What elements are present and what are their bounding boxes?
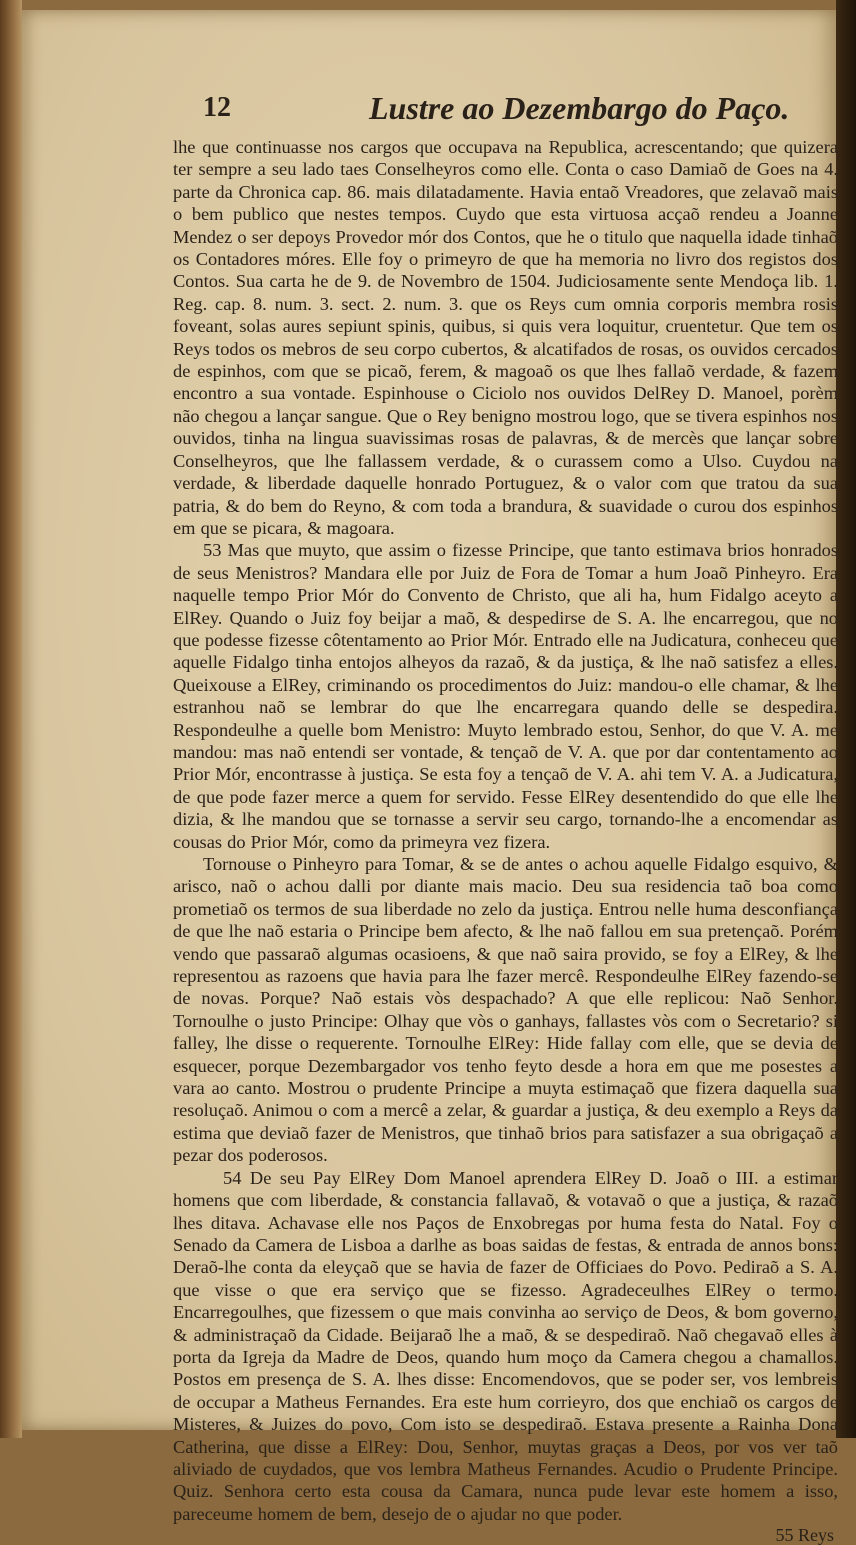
- paragraph-2: 53 Mas que muyto, que assim o fizesse Principe, que tanto estimava brios honrados de seus Menistros? Mandara elle por Juiz de Fora de Tomar a hum Joaõ Pinheyro. Era naquelle tempo Prior Mór do Convento de Christo, que ali ha, hum Fidalgo aceyto a ElRey. Quando o Juiz foy beijar a maõ, & despedirse de S. A. lhe encarregou, que no que podesse fizesse côtentamento ao Prior Mór. Entrado elle na Judicatura, conheceu que aquelle Fidalgo tinha entojos alheyos da razaõ, & da justiça, & lhe naõ satisfez a elles. Queixouse a ElRey, criminando os procedimentos do Juiz: mandou-o elle chamar, & lhe estranhou naõ se lembrar do que lhe encarregara quando delle se despedira. Respondeulhe a quelle bom Menistro: Muyto lembrado estou, Senhor, do que V. A. me mandou: mas naõ entendi ser vontade, & tençaõ de V. A. que por dar contentamento ao Prior Mór, encontrasse à justiça. Se esta foy a tençaõ de V. A. ahi tem V. A. a Judicatura, de que pode fazer merce a quem for servido. Fesse ElRey desentendido do que elle lhe dizia, & lhe mandou que se tornasse a servir seu cargo, tornando-lhe a encomendar as cousas do Prior Mór, como da primeyra vez fizera.: [173, 540, 838, 852]
- page-number: 12: [203, 92, 231, 123]
- paragraph-1: lhe que continuasse nos cargos que occupava na Republica, acrescentando; que quizera ter sempre a seu lado taes Conselheyros como elle. Conta o caso Damiaõ de Goes na 4. parte da Chronica cap. 86. mais dilatadamente. Havia entaõ Vreadores, que zelavaõ mais o bem publico que nestes tempos. Cuydo que esta virtuosa acçaõ rendeu a Joanne Mendez o ser depoys Provedor mór dos Contos, que he o titulo que naquella idade tinhaõ os Contadores móres. Elle foy o primeyro de que ha memoria no livro dos registos dos Contos. Sua carta he de 9. de Novembro de 1504. Judiciosamente sente Mendoça lib. 1. Reg. cap. 8. num. 3. sect. 2. num. 3. que os Reys cum omnia corporis membra rosis foveant, solas aures sepiunt spinis, quibus, si quis vera loquitur, cruentetur. Que tem os Reys todos os mebros de seu corpo cubertos, & alcatifados de rosas, os ouvidos cercados de espinhos, com que se picaõ, ferem, & magoaõ os que lhes fallaõ verdade, & fazem encontro a sua vontade. Espinhouse o Ciciolo nos ouvidos DelRey D. Manoel, porèm não chegou a lançar sangue. Que o Rey benigno mostrou logo, que se tivera espinhos nos ouvidos, tinha na lingua suavissimas rosas de palavras, & de mercès que lançar sobre Conselheyros, que lhe fallassem verdade, & o curassem como a Ulso. Cuydou na verdade, & liberdade daquelle honrado Portuguez, & o valor com que tratou da sua patria, & do bem do Reyno, & com toda a brandura, & suavidade o curou dos espinhos em que se picara, & magoara.: [173, 137, 838, 538]
- running-head: Lustre ao Dezembargo do Paço.: [369, 90, 790, 126]
- book-binding: [0, 0, 22, 1438]
- paragraph-3: Tornouse o Pinheyro para Tomar, & se de antes o achou aquelle Fidalgo esquivo, & arisco, naõ o achou dalli por diante mais macio. Deu sua residencia taõ boa como prometiaõ os termos de sua liberdade no zelo da justiça. Entrou nelle huma desconfiança de que lhe naõ estaria o Principe bem afecto, & lhe naõ fallou em sua pretençaõ. Porém vendo que passaraõ algumas ocasioens, & que naõ saira provido, se foy a ElRey, & lhe representou as razoens que havia para lhe fazer mercê. Respondeulhe ElRey fazendo-se de novas. Porque? Naõ estais vòs despachado? A que elle replicou: Naõ Senhor. Tornoulhe o justo Principe: Olhay que vòs o ganhays, fallastes vòs com o Secretario? si falley, lhe disse o requerente. Tornoulhe ElRey: Hide fallay com elle, que se devia de esquecer, porque Dezembargador vos tenho feyto desde a hora em que me posestes a vara ao canto. Mostrou o prudente Principe a muyta estimaçaõ que fizera daquella sua resoluçaõ. Animou o com a mercê a zelar, & guardar a justiça, & deu exemplo a Reys da estima que deviaõ fazer de Menistros, que tinhaõ brios para satisfazer a sua obrigaçaõ a pezar dos poderosos.: [173, 854, 838, 1166]
- catchword: 55 Reys: [775, 1525, 834, 1545]
- page-text: [173, 92, 838, 1545]
- page-edge-shadow: [836, 0, 856, 1438]
- page-header: [173, 92, 838, 134]
- paragraph-4: 54 De seu Pay ElRey Dom Manoel aprendera ElRey D. Joaõ o III. a estimar homens que com liberdade, & constancia fallavaõ, & votavaõ o que a justiça, & razaõ lhes ditava. Achavase elle nos Paços de Enxobregas por huma festa do Natal. Foy o Senado da Camera de Lisboa a darlhe as boas saidas de festas, & entrada de annos bons: Deraõ-lhe conta da eleyçaõ que se havia de fazer de Officiaes do Povo. Pediraõ a S. A. que visse o que era serviço que se fizesso. Agradeceulhes ElRey o termo. Encarregoulhes, que fizessem o que mais convinha ao serviço de Deos, & bom governo, & administraçaõ da Cidade. Beijaraõ lhe a maõ, & se despediraõ. Naõ chegavaõ elles à porta da Igreja da Madre de Deos, quando hum moço da Camera chegou a chamallos. Postos em presença de S. A. lhes disse: Encomendovos, que se poder ser, vos lembreis de occupar a Matheus Fernandes. Era este hum corrieyro, dos que enchiaõ os cargos de Misteres, & Juizes do povo, Com isto se despediraõ. Estava presente a Rainha Dona Catherina, que disse a ElRey: Dou, Senhor, muytas graças a Deos, por vos ver taõ aliviado de cuydados, que vos lembra Matheus Fernandes. Acudio o Prudente Principe. Quiz. Senhora certo esta cousa da Camara, nunca pude levar este homem a isso, pareceume homem de bem, desejo de o ajudar no que poder.: [173, 1167, 838, 1524]
